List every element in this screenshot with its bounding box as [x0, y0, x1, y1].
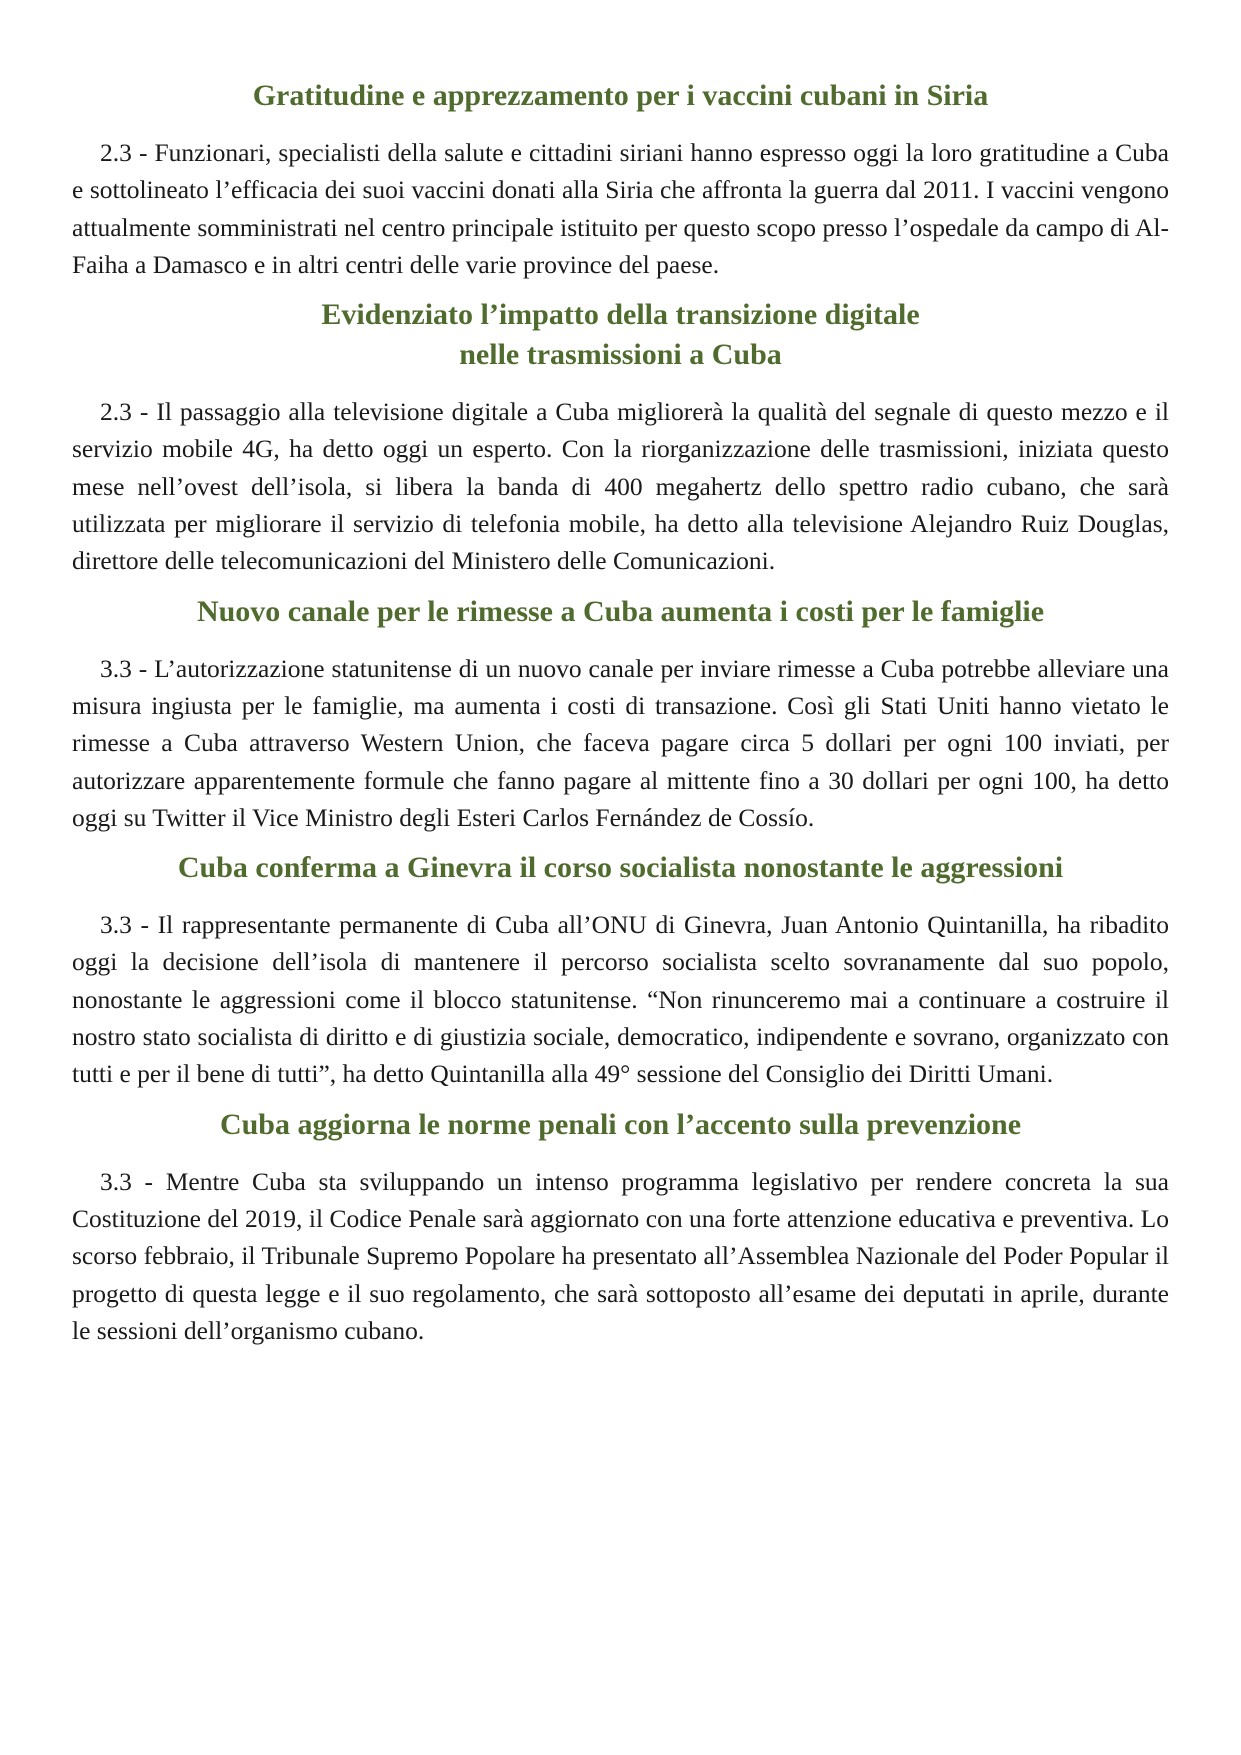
- headline-line: Gratitudine e apprezzamento per i vaccini cubani in Siria: [252, 79, 989, 112]
- article-headline: [72, 1105, 1169, 1145]
- article-text: Mentre Cuba sta sviluppando un intenso programma legislativo per rendere concreta la sua Costituzione del 2019, il Codice Penale sarà aggiornato con una forte attenzione educativa e preventiva. Lo scorso febbraio, il Tribunale Supremo Popolare ha presentato all’Assemblea Nazionale del Poder Popular il progetto di questa legge e il suo regolamento, che sarà sottoposto all’esame dei deputati in aprile, durante le sessioni dell’organismo cubano.: [72, 1166, 1170, 1345]
- date-separator: -: [131, 910, 158, 940]
- headline-line: Cuba conferma a Ginevra il corso socialista nonostante le aggressioni: [177, 851, 1064, 885]
- article-headline: [72, 848, 1169, 888]
- article-text: Il rappresentante permanente di Cuba all’ONU di Ginevra, Juan Antonio Quintanilla, ha ribadito oggi la decisione dell’isola di mantenere il percorso socialista scelto sovranamente dal suo popolo, nonostante le aggressioni come il blocco statunitense. “Non rinunceremo mai a continuare a costruire il nostro stato socialista di diritto e di giustizia sociale, democratico, indipendente e sovrano, organizzato con tutti e per il bene di tutti”, ha detto Quintanilla alla 49° sessione del Consiglio dei Diritti Umani.: [72, 910, 1169, 1089]
- article-body: [72, 134, 1169, 283]
- article-date: 3.3: [100, 653, 132, 683]
- article-body: [72, 650, 1169, 836]
- headline-line: Cuba aggiorna le norme penali con l’accento sulla prevenzione: [219, 1107, 1022, 1141]
- article-date: 3.3: [100, 1166, 132, 1196]
- headline-line: Nuovo canale per le rimesse a Cuba aumenta i costi per le famiglie: [196, 594, 1045, 628]
- article-date: 3.3: [100, 910, 132, 940]
- article-headline: [72, 295, 1169, 375]
- article-date: 2.3: [100, 138, 132, 167]
- news-article: [72, 1105, 1169, 1349]
- date-separator: -: [131, 1166, 166, 1196]
- headline-line: nelle trasmissioni a Cuba: [459, 338, 782, 372]
- article-body: [72, 393, 1169, 579]
- article-headline: [72, 76, 1169, 116]
- article-text: Funzionari, specialisti della salute e cittadini siriani hanno espresso oggi la loro gratitudine a Cuba e sottolineato l’efficacia dei suoi vaccini donati alla Siria che affronta la guerra dal 2011. I vaccini vengono attualmente somministrati nel centro principale istituito per questo scopo presso l’ospedale da campo di Al-Faiha a Damasco e in altri centri delle varie province del paese.: [72, 138, 1169, 279]
- date-separator: -: [131, 397, 157, 427]
- news-article: [72, 295, 1169, 591]
- date-separator: -: [131, 138, 155, 167]
- article-text: L’autorizzazione statunitense di un nuovo canale per inviare rimesse a Cuba potrebbe alleviare una misura ingiusta per le famiglie, ma aumenta i costi di transazione. Così gli Stati Uniti hanno vietato le rimesse a Cuba attraverso Western Union, che faceva pagare circa 5 dollari per ogni 100 inviati, per autorizzare apparentemente formule che fanno pagare al mittente fino a 30 dollari per ogni 100, ha detto oggi su Twitter il Vice Ministro degli Esteri Carlos Fernández de Cossío.: [72, 653, 1169, 832]
- article-text: Il passaggio alla televisione digitale a Cuba migliorerà la qualità del segnale di questo mezzo e il servizio mobile 4G, ha detto oggi un esperto. Con la riorganizzazione delle trasmissioni, iniziata questo mese nell’ovest dell’isola, si libera la banda di 400 megahertz dello spettro radio cubano, che sarà utilizzata per migliorare il servizio di telefonia mobile, ha detto alla televisione Alejandro Ruiz Douglas, direttore delle telecomunicazioni del Ministero delle Comunicazioni.: [72, 397, 1170, 576]
- article-body: [72, 906, 1169, 1092]
- date-separator: -: [131, 653, 155, 683]
- news-article: [72, 848, 1169, 1104]
- news-article: [72, 76, 1169, 295]
- article-date: 2.3: [100, 397, 132, 427]
- article-headline: [72, 592, 1169, 632]
- article-body: [72, 1163, 1169, 1349]
- headline-line: Evidenziato l’impatto della transizione digitale: [321, 298, 920, 332]
- news-article: [72, 592, 1169, 848]
